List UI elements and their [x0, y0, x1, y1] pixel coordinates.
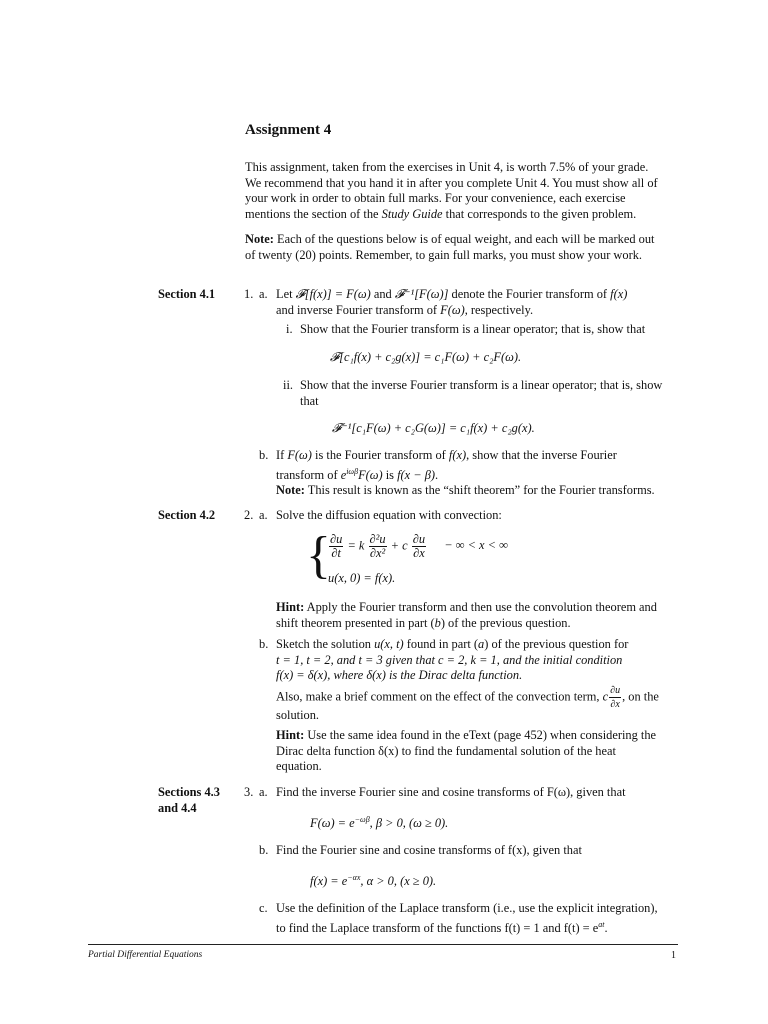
q2b-line-1	[276, 637, 688, 653]
question-2b-text	[276, 637, 688, 684]
note-label: Note:	[245, 232, 274, 246]
q2a-hint-line2-post: ) of the previous question.	[440, 615, 571, 630]
q2b-mid: found in part (	[403, 637, 479, 651]
du-dx-num: ∂u	[412, 532, 426, 546]
q2b-hint-label: Hint:	[276, 728, 305, 742]
q2b-du-num: ∂u	[610, 685, 621, 696]
q2b-hint-text-1: Use the same idea found in the eText (page 452) when considering the	[304, 728, 657, 742]
d2u-den: ∂x²	[369, 546, 386, 560]
du-dt-fraction	[329, 533, 343, 560]
question-2a-text: Solve the diffusion equation with convection:	[276, 508, 502, 522]
q3b-eq-exp: −αx	[347, 873, 361, 882]
q1a-pre: Let	[276, 287, 296, 301]
q2a-hint-line-1	[276, 600, 688, 616]
q1a-math-2: 𝓕⁻¹[F(ω)]	[394, 287, 449, 301]
q1b-line-1	[276, 448, 688, 464]
question-2a-hint	[276, 600, 688, 631]
pde-equation	[328, 533, 508, 560]
d2u-num: ∂²u	[369, 532, 386, 546]
footer-course-title: Partial Differential Equations	[88, 950, 203, 960]
study-guide-emphasis: Study Guide	[381, 206, 443, 221]
question-1a-text	[276, 287, 688, 318]
question-2a-label: a.	[259, 508, 268, 522]
question-1a-ii-text	[300, 378, 690, 409]
q1b-line2-math-2: f(x − β)	[397, 467, 436, 482]
q3a-eq-post: , β > 0, (ω ≥ 0).	[369, 816, 449, 831]
intro-line-4	[245, 207, 685, 223]
note-text-1: Each of the questions below is of equal weight, and each will be marked out	[273, 232, 655, 246]
pde-domain: − ∞ < x < ∞	[444, 538, 508, 553]
q2b-line-2: t = 1, t = 2, and t = 3 given that c = 2, k = 1, and the initial condition	[276, 652, 623, 667]
q3c-line-2	[276, 917, 688, 937]
q2b-also-line-2: solution.	[276, 708, 320, 722]
intro-paragraph	[245, 160, 685, 222]
section-label-4-4: and 4.4	[158, 800, 197, 815]
intro-line-1: This assignment, taken from the exercises in Unit 4, is worth 7.5% of your grade.	[245, 160, 649, 174]
q1b-math-2: f(x)	[448, 448, 467, 462]
q2b-hint-line-1	[276, 728, 688, 744]
q2a-hint-text-1: Apply the Fourier transform and then use the convolution theorem and	[304, 600, 657, 614]
question-3a-equation	[310, 812, 448, 832]
du-dx-den: ∂x	[413, 546, 425, 560]
question-3b-text: Find the Fourier sine and cosine transforms of f(x), given that	[276, 843, 582, 857]
q3b-eq-pre: f(x) = e	[310, 874, 348, 889]
q3c-line2-pre: to find the Laplace transform of the functions f(t) = 1 and f(t) = e	[276, 920, 599, 935]
question-3a-text: Find the inverse Fourier sine and cosine transforms of F(ω), given that	[276, 785, 626, 799]
q1a-line-2	[276, 303, 688, 319]
note-line-2: of twenty (20) points. Remember, to gain full marks, you must show your work.	[245, 247, 642, 262]
question-1a-i-equation: 𝓕[c₁f(x) + c₂g(x)] = c₁F(ω) + c₂F(ω).	[330, 350, 522, 364]
footer-rule	[88, 944, 678, 945]
q2b-du-dx-fraction	[609, 684, 621, 711]
question-1-number: 1.	[244, 287, 254, 301]
intro-line-4-pre: mentions the section of the	[245, 206, 382, 221]
q1b-line2-math: F(ω)	[358, 467, 383, 482]
question-3c-label: c.	[259, 901, 268, 915]
q2b-also-line-1	[276, 684, 688, 708]
q1a-post: denote the Fourier transform of	[448, 287, 611, 301]
intro-line-3: your work in order to obtain full marks. For your convenience, each exercise	[245, 191, 626, 206]
q3a-eq-exp: −ωβ	[354, 815, 370, 824]
q1a-ii-line-1: Show that the inverse Fourier transform is a linear operator; that is, show	[300, 378, 663, 392]
q2a-hint-line2-pre: shift theorem presented in part (	[276, 615, 435, 630]
q2b-hint-line-3: equation.	[276, 759, 322, 774]
q2b-du-den: ∂x	[610, 699, 620, 710]
q1b-note	[276, 483, 688, 499]
q1b-line2-exp-base: e	[340, 467, 347, 482]
du-dt-num: ∂u	[330, 532, 343, 546]
q1b-note-text: This result is known as the “shift theorem” for the Fourier transforms.	[304, 483, 655, 498]
intro-line-4-post: that corresponds to the given problem.	[442, 206, 637, 221]
q2b-also-c: c	[602, 689, 609, 704]
d2u-dx2-fraction	[369, 533, 387, 560]
pde-plus-c: + c	[390, 538, 408, 553]
q3c-line2-exp: at	[598, 919, 605, 929]
question-2b-label: b.	[259, 637, 269, 651]
pde-eq-k: = k	[347, 538, 365, 553]
question-1a-ii-equation: 𝓕⁻¹[c₁F(ω) + c₂G(ω)] = c₁f(x) + c₂g(x).	[332, 421, 535, 435]
question-1a-i-label: i.	[286, 322, 293, 336]
q2b-em: a	[478, 637, 485, 651]
initial-condition: u(x, 0) = f(x).	[328, 571, 396, 585]
q2b-hint-line-2: Dirac delta function δ(x) to find the fundamental solution of the heat	[276, 743, 616, 758]
q2b-line-3: f(x) = δ(x), where δ(x) is the Dirac delta function.	[276, 668, 523, 683]
question-1b-label: b.	[259, 448, 269, 462]
section-label-4-3-4-4	[158, 785, 238, 816]
question-1a-i-text: Show that the Fourier transform is a linear operator; that is, show that	[300, 322, 646, 336]
q2b-pre: Sketch the solution	[276, 637, 375, 651]
q1a-line-1	[276, 287, 688, 303]
q1a-math-1: 𝓕[f(x)] = F(ω)	[295, 287, 371, 301]
question-1b-text	[276, 448, 688, 499]
note-paragraph	[245, 232, 685, 263]
q1b-mid: is the Fourier transform of	[311, 448, 449, 462]
du-dt-den: ∂t	[331, 546, 341, 560]
q2b-also-post: , on the	[622, 689, 659, 704]
intro-line-2: We recommend that you hand it in after you complete Unit 4. You must show all of	[245, 175, 658, 190]
q1b-line2-post: .	[435, 467, 439, 482]
question-2b-convection-comment	[276, 684, 688, 724]
q2b-post: ) of the previous question for	[484, 637, 629, 651]
q1a-line2-math: F(ω)	[440, 302, 465, 317]
q1b-line2-exp: iωβ	[346, 466, 359, 476]
system-brace: {	[306, 527, 331, 584]
q1b-line-2	[276, 464, 688, 484]
q1a-mid: and	[370, 287, 395, 301]
q3a-eq-pre: F(ω) = e	[310, 816, 355, 831]
note-line-1	[245, 232, 685, 248]
question-3b-equation	[310, 870, 436, 890]
question-2b-hint	[276, 728, 688, 775]
q1a-ii-line-2: that	[300, 393, 319, 408]
question-3c-text	[276, 901, 688, 936]
q3c-line2-post: .	[604, 920, 608, 935]
q1b-post: , show that the inverse Fourier	[466, 448, 617, 462]
q2b-also-pre: Also, make a brief comment on the effect of the convection term,	[276, 689, 603, 704]
q1a-math-3: f(x)	[610, 287, 628, 301]
question-1a-ii-label: ii.	[283, 378, 293, 392]
footer-page-number: 1	[671, 950, 676, 961]
question-1a-label: a.	[259, 287, 268, 301]
q1b-pre: If	[276, 448, 288, 462]
q1a-line2-pre: and inverse Fourier transform of	[276, 302, 441, 317]
q1b-note-label: Note:	[276, 483, 305, 498]
section-label-4-2: Section 4.2	[158, 508, 216, 522]
q2b-math: u(x, t)	[374, 637, 404, 651]
q1a-line2-post: , respectively.	[464, 302, 534, 317]
q1b-line2-pre: transform of	[276, 467, 341, 482]
q3c-line-1: Use the definition of the Laplace transform (i.e., use the explicit integration),	[276, 901, 658, 915]
section-label-4-3: Sections 4.3	[158, 785, 220, 799]
page-title: Assignment 4	[245, 122, 332, 138]
q3b-eq-post: , α > 0, (x ≥ 0).	[360, 874, 437, 889]
du-dx-fraction	[412, 533, 426, 560]
section-label-4-1: Section 4.1	[158, 287, 216, 301]
q2a-hint-line-2	[276, 616, 688, 632]
question-3a-label: a.	[259, 785, 268, 799]
question-3b-label: b.	[259, 843, 269, 857]
question-2-number: 2.	[244, 508, 254, 522]
q1b-line2-mid: is	[382, 467, 398, 482]
q1b-math-1: F(ω)	[287, 448, 312, 462]
q2a-hint-line2-em: b	[434, 615, 441, 630]
q2a-hint-label: Hint:	[276, 600, 305, 614]
question-3-number: 3.	[244, 785, 254, 799]
